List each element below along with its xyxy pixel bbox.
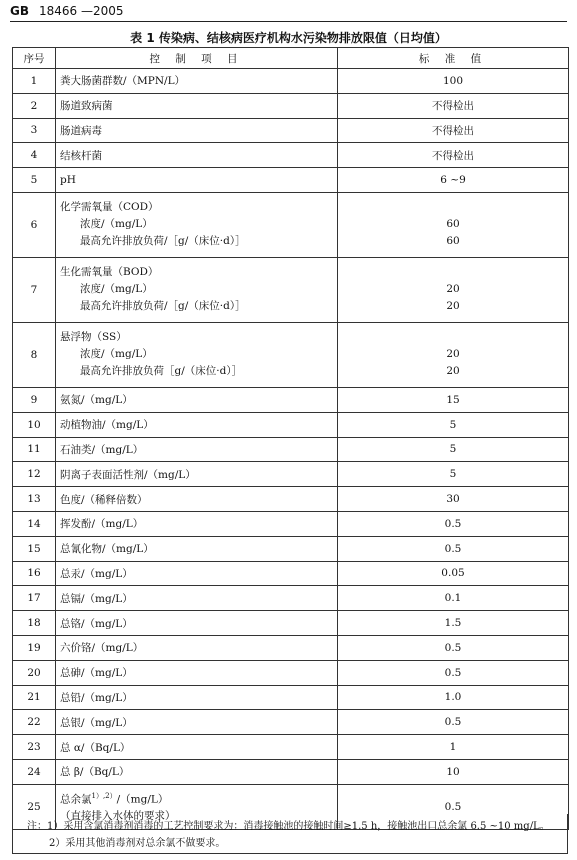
item-main: 悬浮物（SS）: [60, 331, 127, 344]
row-item: 肠道病毒: [56, 118, 338, 143]
value-concentration: 20: [446, 348, 460, 361]
row-value: 0.5: [338, 784, 569, 829]
table-row: [13, 322, 569, 387]
row-number: 1: [13, 69, 56, 94]
col-header-value: 标 准 值: [338, 48, 569, 69]
note-prefix: 注：: [27, 821, 47, 832]
table-row: [13, 511, 569, 536]
standard-prefix: GB: [10, 4, 29, 18]
row-value: 15: [338, 387, 569, 412]
table-row: [13, 586, 569, 611]
row-item: 总 α/（Bq/L）: [56, 735, 338, 760]
row-number: 14: [13, 511, 56, 536]
table-row: [13, 257, 569, 322]
value-load: 20: [446, 300, 460, 313]
col-header-item: 控 制 项 目: [56, 48, 338, 69]
item-sub-concentration: 浓度/（mg/L）: [80, 283, 153, 296]
row-value: 100: [338, 69, 569, 94]
row-value: [338, 192, 569, 257]
row-number: 17: [13, 586, 56, 611]
row-number: 20: [13, 660, 56, 685]
table-row: [13, 536, 569, 561]
value-load: 60: [446, 235, 460, 248]
row-item: 石油类/（mg/L）: [56, 437, 338, 462]
row-value: 不得检出: [338, 118, 569, 143]
row-value: [338, 322, 569, 387]
table-notes: [12, 814, 568, 854]
table-row: [13, 412, 569, 437]
row-item: 结核杆菌: [56, 143, 338, 168]
row-value: 0.1: [338, 586, 569, 611]
note-2: 2）采用其他消毒剂对总余氯不做要求。: [49, 838, 226, 849]
table-body: [13, 69, 569, 830]
table-row: [13, 685, 569, 710]
row-value: 6 ~9: [338, 168, 569, 193]
row-number: 8: [13, 322, 56, 387]
row-value: 1: [338, 735, 569, 760]
table-row: [13, 462, 569, 487]
row-item: 总镉/（mg/L）: [56, 586, 338, 611]
row-number: 19: [13, 635, 56, 660]
row-value: 0.5: [338, 536, 569, 561]
item-main: 生化需氧量（BOD）: [60, 266, 159, 279]
row-item: 总铬/（mg/L）: [56, 611, 338, 636]
item-sub-load: 最高允许排放负荷［g/（床位·d）］: [80, 365, 243, 378]
table-header-row: [13, 48, 569, 69]
row-value: 10: [338, 759, 569, 784]
value-load: 20: [446, 365, 460, 378]
row-number: 2: [13, 93, 56, 118]
row-number: 5: [13, 168, 56, 193]
row-item: 总氰化物/（mg/L）: [56, 536, 338, 561]
row-number: 24: [13, 759, 56, 784]
row-value: 5: [338, 437, 569, 462]
row-number: 25: [13, 784, 56, 829]
table-row: [13, 759, 569, 784]
table-row: [13, 168, 569, 193]
row-number: 9: [13, 387, 56, 412]
row-value: 5: [338, 412, 569, 437]
row-item: 六价铬/（mg/L）: [56, 635, 338, 660]
row-item: pH: [56, 168, 338, 193]
col-header-no: 序号: [13, 48, 56, 69]
row-number: 6: [13, 192, 56, 257]
table-row: [13, 611, 569, 636]
row-value: 0.5: [338, 635, 569, 660]
row-item: 动植物油/（mg/L）: [56, 412, 338, 437]
row-item: 阴离子表面活性剂/（mg/L）: [56, 462, 338, 487]
table-row: [13, 192, 569, 257]
standard-header: [10, 4, 124, 18]
value-concentration: 60: [446, 218, 460, 231]
item-main: 化学需氧量（COD）: [60, 201, 159, 214]
table-row: [13, 143, 569, 168]
row-item: 挥发酚/（mg/L）: [56, 511, 338, 536]
item-footnote-ref: 1）,2）: [91, 791, 117, 800]
item-sub-load: 最高允许排放负荷/［g/（床位·d）］: [80, 235, 246, 248]
table-row: [13, 69, 569, 94]
item-line2: （直接排入水体的要求）: [60, 810, 176, 823]
row-value: [338, 257, 569, 322]
row-number: 13: [13, 487, 56, 512]
row-number: 21: [13, 685, 56, 710]
row-number: 22: [13, 710, 56, 735]
table-row: [13, 93, 569, 118]
standard-number: 18466 —2005: [39, 4, 124, 18]
note-1-text: 1）采用含氯消毒剂消毒的工艺控制要求为：消毒接触池的接触时间≥1.5 h，接触池出口总余氯 6.5 ~10 mg/L。: [47, 821, 550, 832]
table-row: [13, 437, 569, 462]
row-value: 不得检出: [338, 143, 569, 168]
row-item: 总铅/（mg/L）: [56, 685, 338, 710]
row-item: [56, 322, 338, 387]
item-main: 总余氯: [60, 793, 92, 806]
row-number: 12: [13, 462, 56, 487]
row-number: 7: [13, 257, 56, 322]
header-rule: [10, 21, 567, 22]
row-number: 18: [13, 611, 56, 636]
row-number: 3: [13, 118, 56, 143]
row-value: 不得检出: [338, 93, 569, 118]
row-item: 氨氮/（mg/L）: [56, 387, 338, 412]
row-number: 11: [13, 437, 56, 462]
row-item: 粪大肠菌群数/（MPN/L）: [56, 69, 338, 94]
row-item: 总砷/（mg/L）: [56, 660, 338, 685]
row-value: 5: [338, 462, 569, 487]
row-number: 16: [13, 561, 56, 586]
table-row: [13, 660, 569, 685]
table-row: [13, 561, 569, 586]
row-value: 1.0: [338, 685, 569, 710]
row-value: 1.5: [338, 611, 569, 636]
table-row: [13, 487, 569, 512]
table-row: [13, 635, 569, 660]
row-item: 色度/（稀释倍数）: [56, 487, 338, 512]
row-value: 0.5: [338, 710, 569, 735]
row-item: [56, 257, 338, 322]
row-item: 总银/（mg/L）: [56, 710, 338, 735]
table-row: [13, 710, 569, 735]
row-number: 4: [13, 143, 56, 168]
row-number: 23: [13, 735, 56, 760]
item-sub-concentration: 浓度/（mg/L）: [80, 348, 153, 361]
row-number: 10: [13, 412, 56, 437]
row-item: 总汞/（mg/L）: [56, 561, 338, 586]
table-row: [13, 735, 569, 760]
item-sub-concentration: 浓度/（mg/L）: [80, 218, 153, 231]
table-row: [13, 387, 569, 412]
row-value: 30: [338, 487, 569, 512]
row-number: 15: [13, 536, 56, 561]
value-concentration: 20: [446, 283, 460, 296]
row-item: [56, 192, 338, 257]
row-item: 肠道致病菌: [56, 93, 338, 118]
table-title: 表 1 传染病、结核病医疗机构水污染物排放限值（日均值）: [130, 31, 447, 45]
item-unit: /（mg/L）: [116, 793, 169, 806]
row-value: 0.05: [338, 561, 569, 586]
row-value: 0.5: [338, 511, 569, 536]
table-row: [13, 118, 569, 143]
row-value: 0.5: [338, 660, 569, 685]
row-item: 总 β/（Bq/L）: [56, 759, 338, 784]
item-sub-load: 最高允许排放负荷/［g/（床位·d）］: [80, 300, 246, 313]
emission-limits-table: [12, 47, 569, 830]
note-1: [27, 818, 567, 835]
